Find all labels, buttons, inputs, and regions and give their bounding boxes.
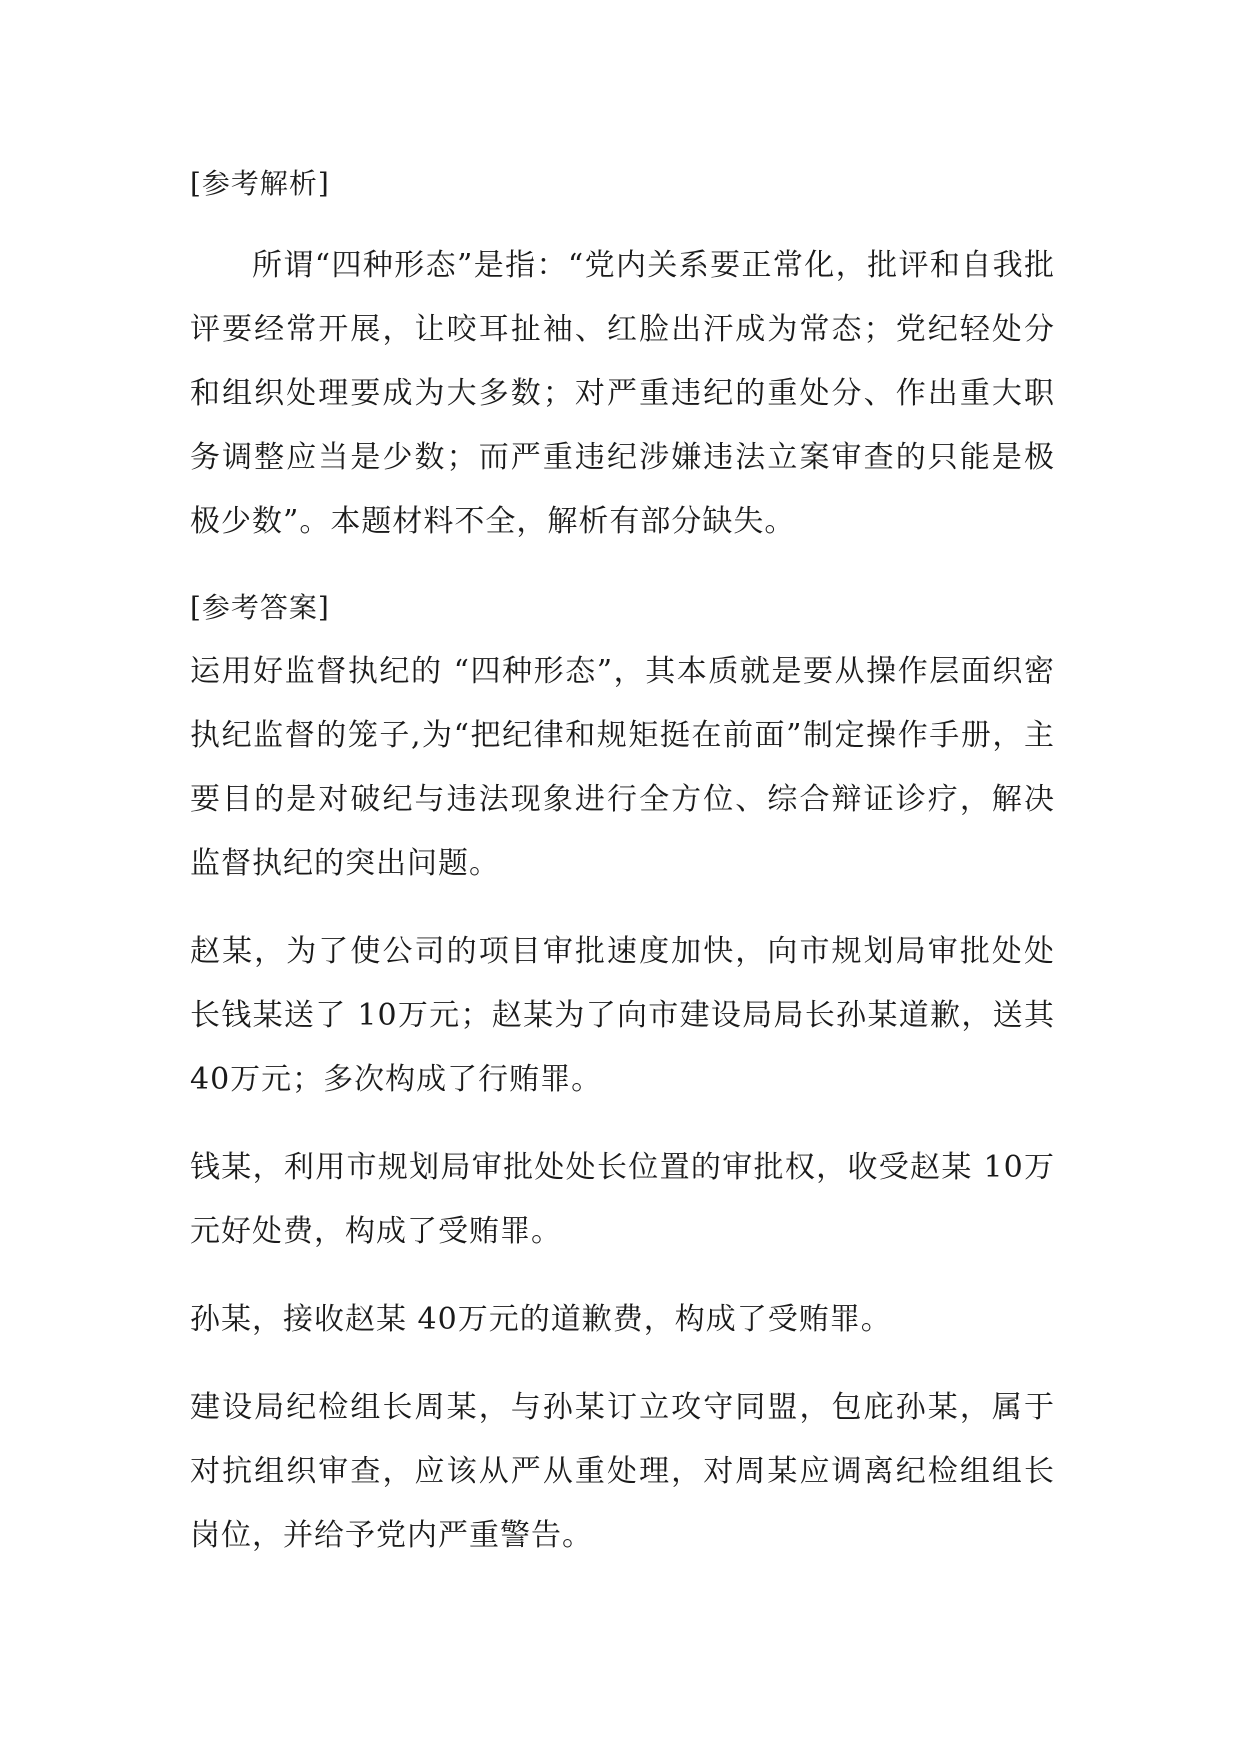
answer-paragraph-3: 钱某，利用市规划局审批处处长位置的审批权，收受赵某 10万元好处费，构成了受贿罪。 (190, 1150, 1055, 1249)
answer-paragraph-1: 运用好监督执纪的 “四种形态”，其本质就是要从操作层面织密执纪监督的笼子,为“把纪律和规矩挺在前面”制定操作手册，主要目的是对破纪与违法现象进行全方位、综合辩证诊疗，解决监督执纪的突出问题。 (190, 654, 1055, 881)
answer-paragraph-4: 孙某，接收赵某 40万元的道歉费，构成了受贿罪。 (190, 1302, 892, 1337)
analysis-heading: [参考解析] (190, 167, 330, 200)
answer-paragraph-2: 赵某，为了使公司的项目审批速度加快，向市规划局审批处处长钱某送了 10万元；赵某为了向市建设局局长孙某道歉，送其 40万元；多次构成了行贿罪。 (190, 934, 1055, 1097)
answer-heading: [参考答案] (190, 591, 330, 624)
answer-paragraph-5: 建设局纪检组长周某，与孙某订立攻守同盟，包庇孙某，属于对抗组织审查，应该从严从重处理，对周某应调离纪检组组长岗位，并给予党内严重警告。 (190, 1390, 1055, 1553)
document-content (190, 152, 1055, 1568)
analysis-paragraph: 所谓“四种形态”是指：“党内关系要正常化，批评和自我批评要经常开展，让咬耳扯袖、红脸出汗成为常态；党纪轻处分和组织处理要成为大多数；对严重违纪的重处分、作出重大职务调整应当是少数；而严重违纪涉嫌违法立案审查的只能是极极少数”。本题材料不全，解析有部分缺失。 (190, 248, 1055, 539)
